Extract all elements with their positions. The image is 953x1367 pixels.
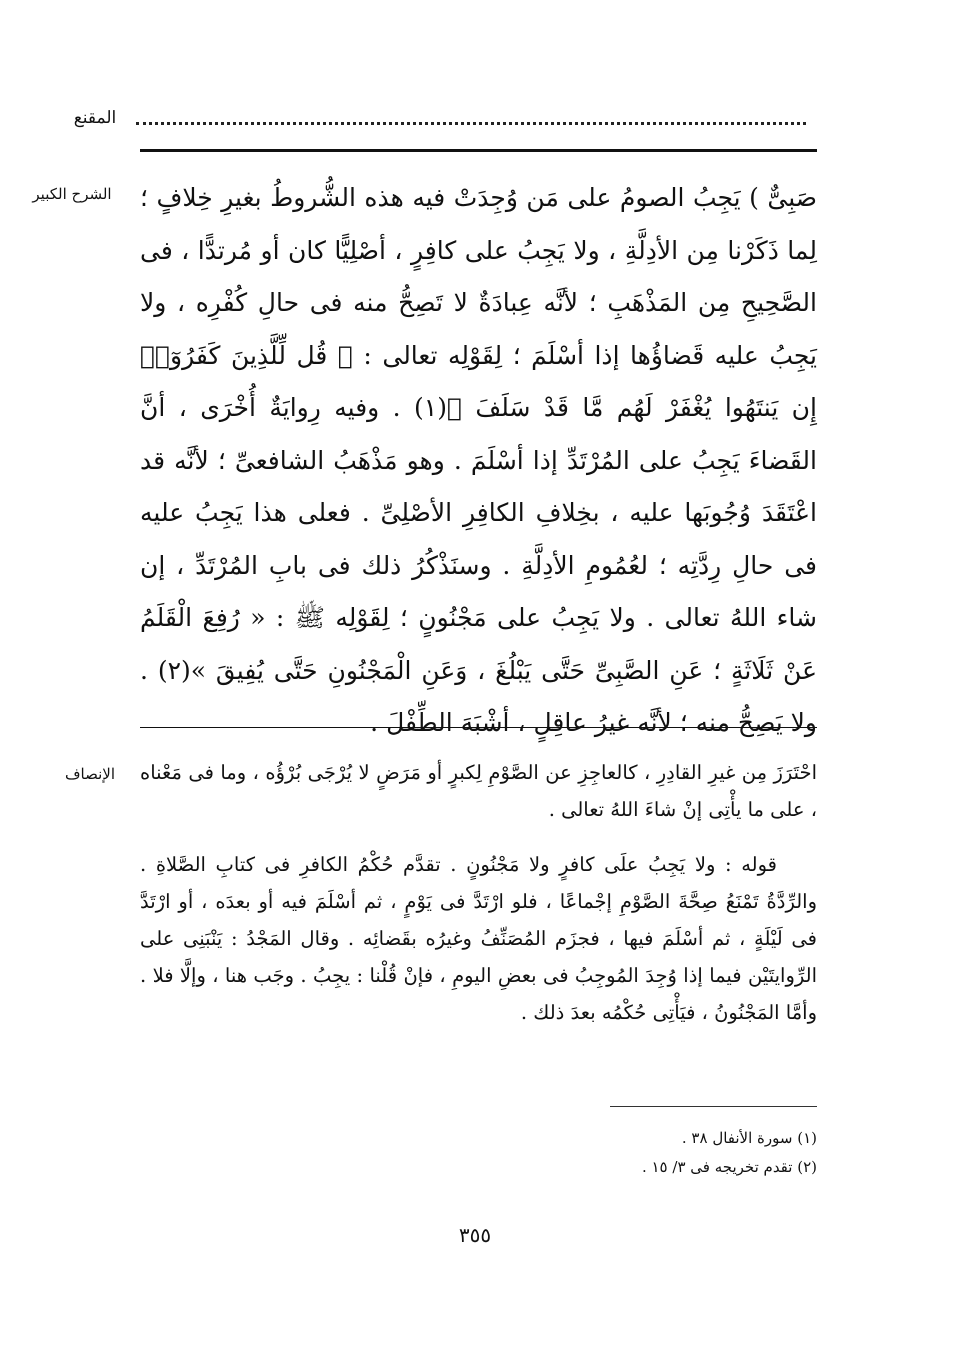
footnotes — [560, 1124, 817, 1182]
footnote-2: (٢) تقدم تخريجه فى ٣/ ١٥ . — [641, 1158, 817, 1176]
footnote-1: (١) سورة الأنفال ٣٨ . — [681, 1129, 817, 1147]
insaf-body — [140, 754, 817, 1031]
insaf-paragraph-1: احْتَرَزَ مِن غيرِ القادِرِ ، كالعاجِزِ عن الصَّوْمِ لِكبرٍ أو مَرَضٍ لا يُرْجَى بُرْؤُه ، وما فى مَعْناه ، على ما يأْتِى إنْ شاءَ اللهُ تعالى . — [140, 761, 817, 821]
page-number: ٣٥٥ — [458, 1223, 492, 1247]
sharh-body — [140, 172, 817, 750]
running-title: المقنع — [73, 108, 117, 128]
footnote-rule — [610, 1106, 817, 1107]
insaf-paragraph-2: قوله : ولا يَجِبُ علَى كافرٍ ولا مَجْنُونٍ . تقدَّم حُكْمُ الكافرِ فى كتابِ الصَّلاةِ . والرِّدَّةُ تَمْنَعُ صِحَّةَ الصَّوْمِ إجْماعًا ، فلو ارْتَدَّ فى يَوْمٍ ، ثم أسْلَمَ فيه أو بعدَه ، أو ارْتَدَّ فى لَيْلَةٍ ، ثم أسْلَمَ فيها ، فجزَم المُصَنِّفُ وغيرُه بقَضائِه . وقال المَجْدُ : يَنْبَنِى على الرِّوايتَيْن فيما إذا وُجِدَ المُوجِبُ فى بعضِ اليومِ ، فإنْ قُلْنا : يجِبُ . وجَب هنا ، وإلَّا فلا . وأمَّا المَجْنُونُ ، فيَأْتِى حُكْمُه بعدَ ذلك . — [140, 853, 817, 1024]
sharh-paragraph: صَبِىٌّ ) يَجِبُ الصومُ على مَن وُجِدَتْ فيه هذه الشُّروطُ بغيرِ خِلافٍ ؛ لِما ذَكَرْنا مِن الأدِلَّةِ ، ولا يَجِبُ على كافِرٍ ، أصْلِيًّا كان أو مُرتدًّا ، فى الصَّحِيحِ مِن المَذْهَبِ ؛ لأنَّه عِبادَةٌ لا تَصِحُّ منه فى حالِ كُفْرِه ، ولا يَجِبُ عليه قَضاؤُها إذا أسْلَمَ ؛ لِقَوْلِه تعالى : ﴿ قُل لِّلَّذِينَ كَفَرُوٓا۟ إِن يَنتَهُوا يُغْفَرْ لَهُم مَّا قَدْ سَلَفَ ﴾(١) . وفيه رِوايَةٌ أُخْرَى ، أنَّ القَضاءَ يَجِبُ على المُرْتَدِّ إذا أسْلَمَ . وهو مَذْهَبُ الشافعىِّ ؛ لأنَّه قد اعْتَقَدَ وُجُوبَها عليه ، بخِلافِ الكافِرِ الأصْلِىِّ . فعلى هذا يَجِبُ عليه فى حالِ رِدَّتِه ؛ لعُمُومِ الأدِلَّةِ . وسنَذْكُرُ ذلك فى بابِ المُرْتَدِّ ، إن شاء اللهُ تعالى . ولا يَجِبُ على مَجْنُونٍ ؛ لِقَوْلِه ﷺ : « رُفِعَ الْقَلَمُ عَنْ ثَلَاثَةٍ ؛ عَنِ الصَّبِىِّ حَتَّى يَبْلُغَ ، وَعَنِ الْمَجْنُونِ حَتَّى يُفِيقَ »(٢) . ولا يَصِحُّ منه ؛ لأنَّه غيرُ عاقِلٍ ، أشْبَهَ الطِّفْلَ . — [140, 183, 817, 737]
header-rule — [140, 149, 817, 152]
dotted-leader — [136, 122, 806, 125]
section-label-insaf: الإنصاف — [64, 765, 116, 783]
section-divider — [140, 727, 817, 728]
section-label-sharh: الشرح الكبير — [32, 185, 112, 203]
